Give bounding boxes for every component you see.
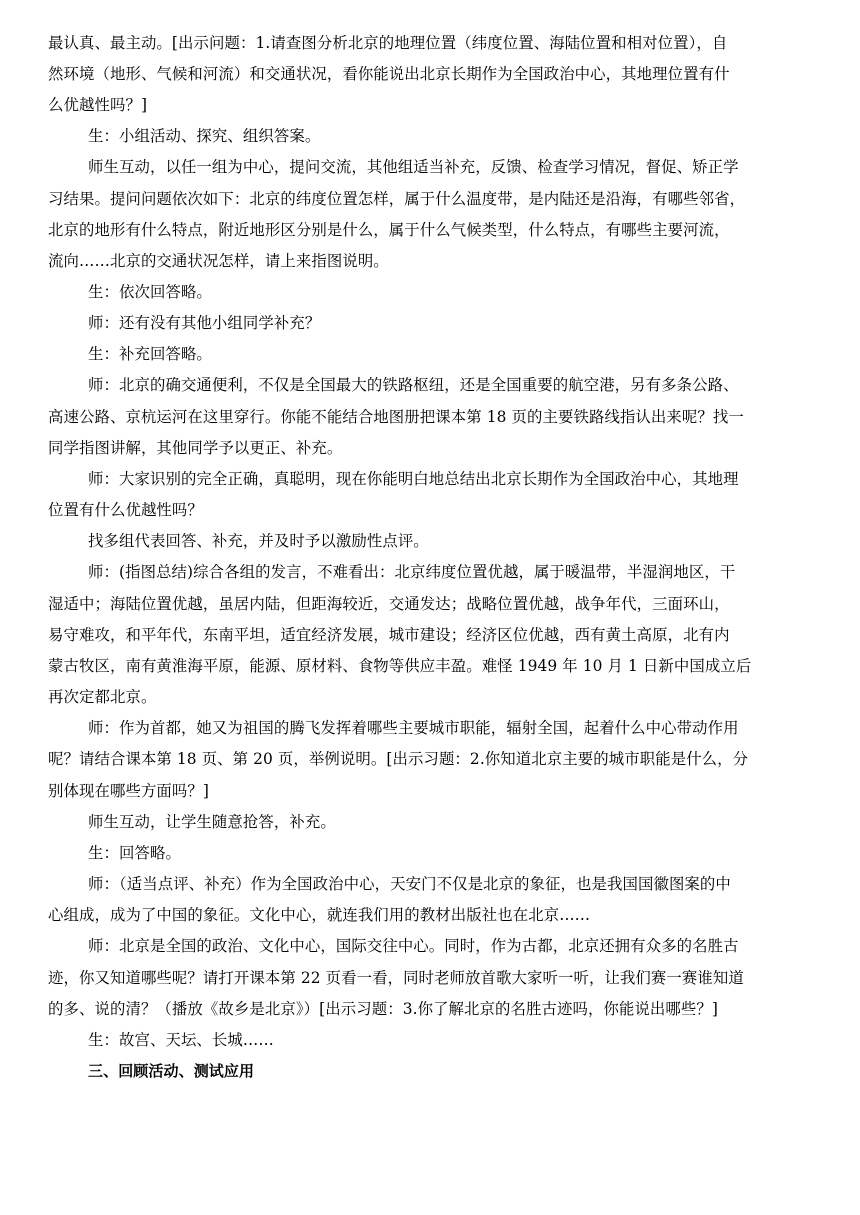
text-line: 生：故宫、天坛、长城…… bbox=[88, 1031, 274, 1049]
text-line: 师：还有没有其他小组同学补充？ bbox=[88, 314, 321, 332]
text-line: 么优越性吗？] bbox=[48, 96, 148, 114]
text-line: 生：补充回答略。 bbox=[88, 345, 212, 363]
text-line: 湿适中；海陆位置优越，虽居内陆，但距海较近，交通发达；战略位置优越，战争年代，三面环山， bbox=[48, 595, 730, 613]
text-line: 师：（适当点评、补充）作为全国政治中心，天安门不仅是北京的象征，也是我国国徽图案的中 bbox=[88, 875, 731, 893]
text-line: 呢？请结合课本第 18 页、第 20 页，举例说明。[出示习题：2.你知道北京主要的城市职能是什么，分 bbox=[48, 750, 749, 768]
text-line: 生：回答略。 bbox=[88, 844, 181, 862]
text-line: 蒙古牧区，南有黄淮海平原，能源、原材料、食物等供应丰盈。难怪 1949 年 10 月 1 日新中国成立后 bbox=[48, 657, 752, 675]
section-heading: 三、回顾活动、测试应用 bbox=[88, 1062, 255, 1080]
text-line: 然环境（地形、气候和河流）和交通状况，看你能说出北京长期作为全国政治中心，其地理位置有什 bbox=[48, 65, 730, 83]
text-line: 师：作为首都，她又为祖国的腾飞发挥着哪些主要城市职能，辐射全国，起着什么中心带动作用 bbox=[88, 719, 739, 737]
text-line: 高速公路、京杭运河在这里穿行。你能不能结合地图册把课本第 18 页的主要铁路线指认出来呢？找一 bbox=[48, 408, 744, 426]
text-line: 最认真、最主动。[出示问题：1.请查图分析北京的地理位置（纬度位置、海陆位置和相对位置），自 bbox=[48, 34, 728, 52]
text-line: 师：(指图总结)综合各组的发言，不难看出：北京纬度位置优越，属于暖温带，半湿润地区，干 bbox=[88, 563, 736, 581]
text-line: 迹，你又知道哪些呢？请打开课本第 22 页看一看，同时老师放首歌大家听一听，让我们赛一赛谁知道 bbox=[48, 969, 744, 987]
text-line: 生：小组活动、探究、组织答案。 bbox=[88, 127, 321, 145]
text-line: 易守难攻，和平年代，东南平坦，适宜经济发展，城市建设；经济区位优越，西有黄土高原，北有内 bbox=[48, 626, 730, 644]
text-line: 习结果。提问问题依次如下：北京的纬度位置怎样，属于什么温度带，是内陆还是沿海，有哪些邻省， bbox=[48, 190, 746, 208]
text-line: 同学指图讲解，其他同学予以更正、补充。 bbox=[48, 439, 343, 457]
text-line: 别体现在哪些方面吗？] bbox=[48, 782, 210, 800]
text-line: 师：大家识别的完全正确，真聪明，现在你能明白地总结出北京长期作为全国政治中心，其地理 bbox=[88, 470, 739, 488]
text-line: 流向……北京的交通状况怎样，请上来指图说明。 bbox=[48, 252, 389, 270]
text-line: 生：依次回答略。 bbox=[88, 283, 212, 301]
text-line: 位置有什么优越性吗？ bbox=[48, 501, 203, 519]
text-line: 师：北京的确交通便利，不仅是全国最大的铁路枢纽，还是全国重要的航空港，另有多条公路、 bbox=[88, 376, 739, 394]
text-line: 找多组代表回答、补充，并及时予以激励性点评。 bbox=[88, 532, 429, 550]
text-line: 再次定都北京。 bbox=[48, 688, 157, 706]
text-line: 师：北京是全国的政治、文化中心，国际交往中心。同时，作为古都，北京还拥有众多的名胜古 bbox=[88, 937, 739, 955]
text-line: 的多、说的清？（播放《故乡是北京》）[出示习题：3.你了解北京的名胜古迹吗，你能说出哪些？] bbox=[48, 1000, 718, 1018]
text-line: 心组成，成为了中国的象征。文化中心，就连我们用的教材出版社也在北京…… bbox=[48, 906, 591, 924]
text-line: 师生互动，以任一组为中心，提问交流，其他组适当补充，反馈、检查学习情况，督促、矫正学 bbox=[88, 158, 739, 176]
text-line: 师生互动，让学生随意抢答，补充。 bbox=[88, 813, 336, 831]
text-line: 北京的地形有什么特点，附近地形区分别是什么，属于什么气候类型，什么特点，有哪些主要河流， bbox=[48, 221, 730, 239]
